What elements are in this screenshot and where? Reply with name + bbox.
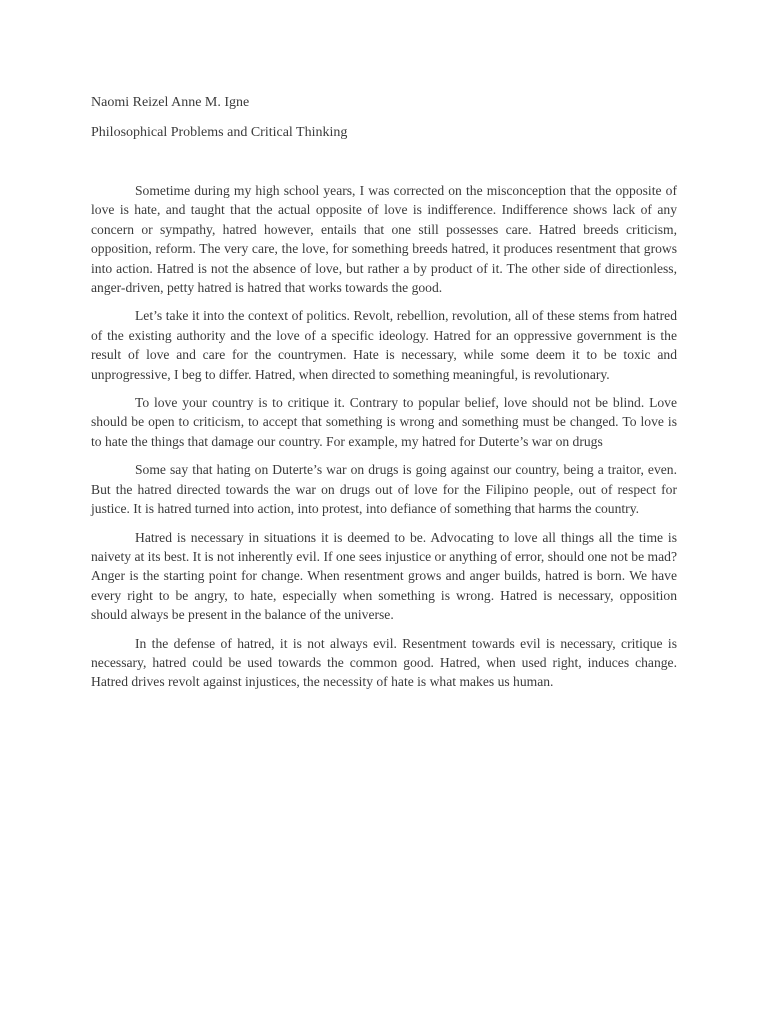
paragraph-4: Some say that hating on Duterte’s war on drugs is going against our country, being a traitor, even. But the hatred directed towards the war on drugs out of love for the Filipino people, out of respect for justice. It is hatred turned into action, into protest, into defiance of something that harms the country. xyxy=(91,462,677,517)
course-title: Philosophical Problems and Critical Thinking xyxy=(91,125,348,140)
paragraph-3: To love your country is to critique it. Contrary to popular belief, love should not be blind. Love should be open to criticism, to accept that something is wrong and something must be changed. To love is to hate the things that damage our country. For example, my hatred for Duterte’s war on drugs xyxy=(91,395,677,449)
paragraph-5: Hatred is necessary in situations it is deemed to be. Advocating to love all things all the time is naivety at its best. It is not inherently evil. If one sees injustice or anything of error, should one not be mad? Anger is the starting point for change. When resentment grows and anger builds, hatred is born. We have every right to be angry, to hate, especially when something is wrong. Hatred is necessary, opposition should always be present in the balance of the universe. xyxy=(91,529,677,623)
author-name: Naomi Reizel Anne M. Igne xyxy=(91,95,250,110)
essay-body xyxy=(91,181,677,701)
document-header xyxy=(91,93,691,153)
paragraph-2: Let’s take it into the context of politics. Revolt, rebellion, revolution, all of these stems from hatred of the existing authority and the love of a specific ideology. Hatred for an oppressive government is the result of love and care for the countrymen. Hate is necessary, while some deem it to be toxic and unprogressive, I beg to differ. Hatred, when directed to something meaningful, is revolutionary. xyxy=(91,308,677,382)
paragraph-6: In the defense of hatred, it is not always evil. Resentment towards evil is necessary, critique is necessary, hatred could be used towards the common good. Hatred, when used right, induces change. Hatred drives revolt against injustices, the necessity of hate is what makes us human. xyxy=(91,635,677,690)
paragraph-1: Sometime during my high school years, I was corrected on the misconception that the opposite of love is hate, and taught that the actual opposite of love is indifference. Indifference shows lack of any concern or sympathy, hatred however, entails that one still possesses care. Hatred breeds criticism, opposition, reform. The very care, the love, for something breeds hatred, it produces resentment that grows into action. Hatred is not the absence of love, but rather a by product of it. The other side of directionless, anger-driven, petty hatred is hatred that works towards the good. xyxy=(91,183,677,296)
